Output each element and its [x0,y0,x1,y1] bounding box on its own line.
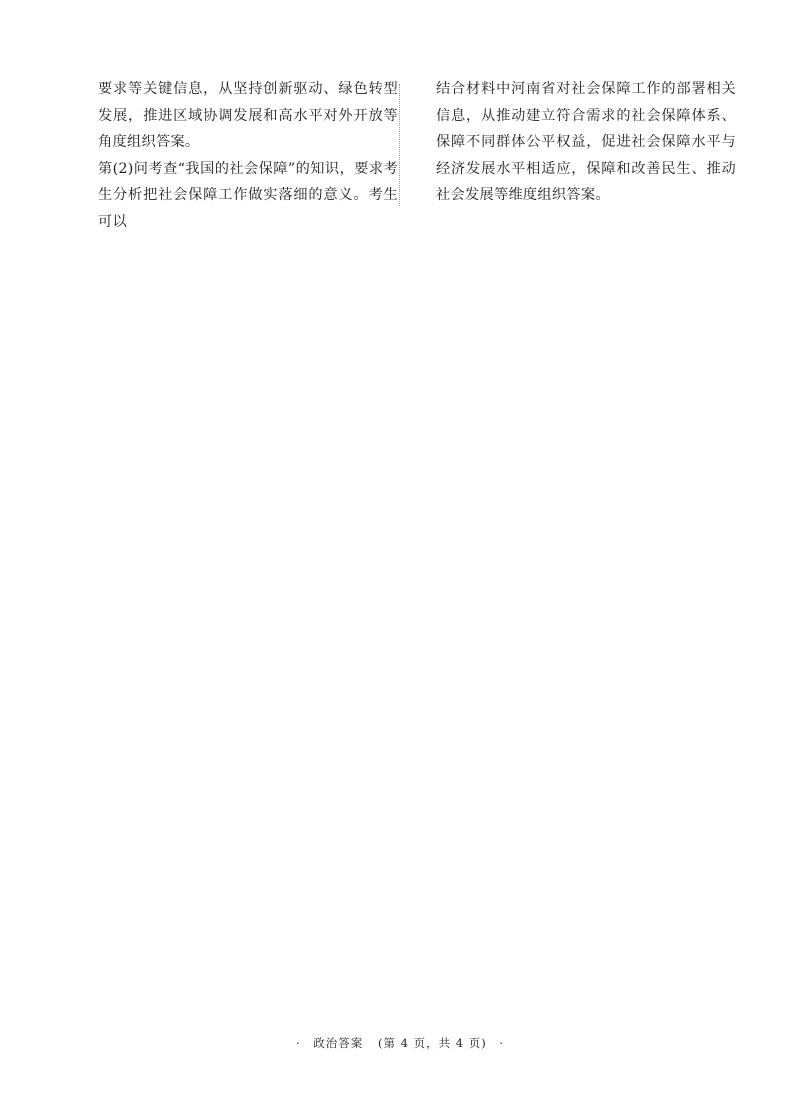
footer-bullet-right: · [499,1036,504,1050]
page-footer [0,1035,800,1051]
right-column [436,76,736,209]
footer-page-info: (第 4 页，共 4 页) [377,1036,487,1050]
footer-bullet-left: · [295,1036,301,1050]
right-paragraph-1: 结合材料中河南省对社会保障工作的部署相关信息，从推动建立符合需求的社会保障体系、保障不同群体公平权益，促进社会保障水平与经济发展水平相适应，保障和改善民生、推动社会发展等维度组织答案。 [436,81,736,203]
footer-subject: 政治答案 [313,1036,364,1050]
left-column [98,76,398,235]
left-paragraph-1: 要求等关键信息，从坚持创新驱动、绿色转型发展，推进区域协调发展和高水平对外开放等角度组织答案。 [98,81,398,150]
left-paragraph-2: 第(2)问考查“我国的社会保障”的知识，要求考生分析把社会保障工作做实落细的意义。考生可以 [98,160,398,230]
column-divider [399,84,400,206]
